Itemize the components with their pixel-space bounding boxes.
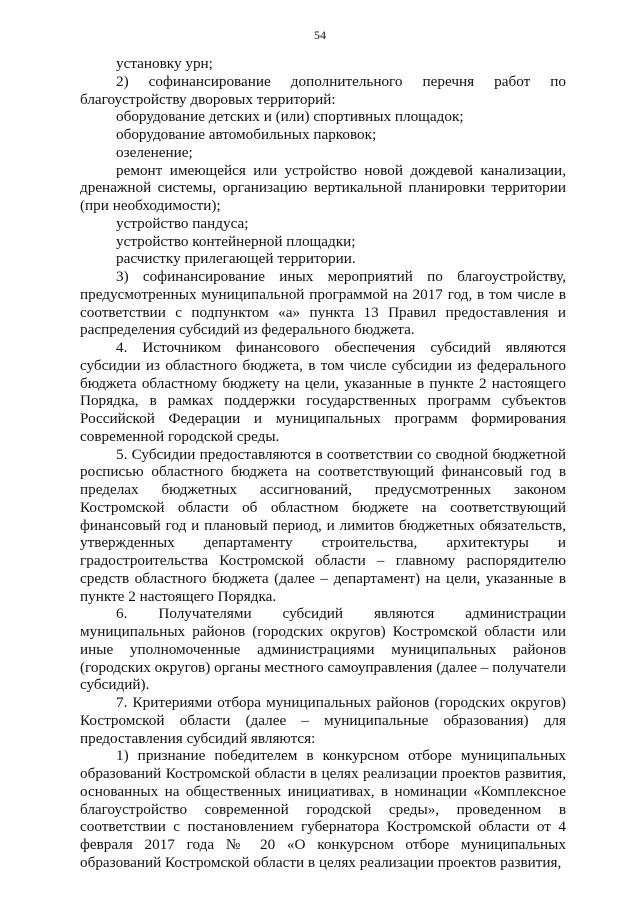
paragraph: оборудование автомобильных парковок;: [116, 126, 377, 143]
paragraph: расчистку прилегающей территории.: [116, 250, 356, 268]
paragraph: 2) софинансирование дополнительного перечня работ по благоустройству дворовых территорий:: [80, 72, 566, 108]
paragraph: установку урн;: [116, 55, 213, 72]
paragraph: ремонт имеющейся или устройство новой дождевой канализации, дренажной системы, организацию вертикальной планировки территории (при необходимости);: [80, 161, 566, 214]
paragraph: 4. Источником финансового обеспечения субсидий являются субсидии из областного бюджета, в том числе субсидии из федерального бюджета областному бюджету на цели, указанные в пункте 2 настоящего Порядка, в рамках поддержки государственных программ субъектов Российской Федерации и муниципальных программ формирования современной городской среды.: [80, 339, 566, 445]
paragraph: 6. Получателями субсидий являются администрации муниципальных районов (городских округов) Костромской области или иные уполномоченные администрациями муниципальных районов (городских округов) органы местного самоуправления (далее – получатели субсидий).: [80, 605, 566, 694]
paragraph: устройство пандуса;: [116, 214, 249, 232]
paragraph: 7. Критериями отбора муниципальных районов (городских округов) Костромской области (далее – муниципальные образования) для предоставления субсидий являются:: [80, 694, 566, 747]
paragraph: 3) софинансирование иных мероприятий по благоустройству, предусмотренных муниципальной программой на 2017 год, в том числе в соответствии с подпунктом «а» пункта 13 Правил предоставления и распределения субсидий из федерального бюджета.: [80, 268, 566, 339]
paragraph: 5. Субсидии предоставляются в соответствии со сводной бюджетной росписью областного бюджета на соответствующий финансовый год в пределах бюджетных ассигнований, предусмотренных законом Костромской области об областном бюджете на соответствующий финансовый год и плановый период, и лимитов бюджетных обязательств, утвержденных департаменту строительства, архитектуры и градостроительства Костромской области – главному распорядителю средств областного бюджета (далее – департамент) на цели, указанные в пункте 2 настоящего Порядка.: [80, 445, 566, 605]
document-body: [80, 55, 566, 872]
paragraph: устройство контейнерной площадки;: [116, 232, 356, 250]
page-number: 54: [314, 28, 326, 42]
paragraph: озеленение;: [116, 143, 193, 161]
paragraph: 1) признание победителем в конкурсном отборе муниципальных образований Костромской области в целях реализации проектов развития, основанных на общественных инициативах, в номинации «Комплексное благоустройство современной городской среды», проведенном в соответствии с постановлением губернатора Костромской области от 4 февраля 2017 года № 20 «О конкурсном отборе муниципальных образований Костромской области в целях реализации проектов развития,: [80, 747, 566, 871]
paragraph: оборудование детских и (или) спортивных площадок;: [116, 108, 464, 126]
